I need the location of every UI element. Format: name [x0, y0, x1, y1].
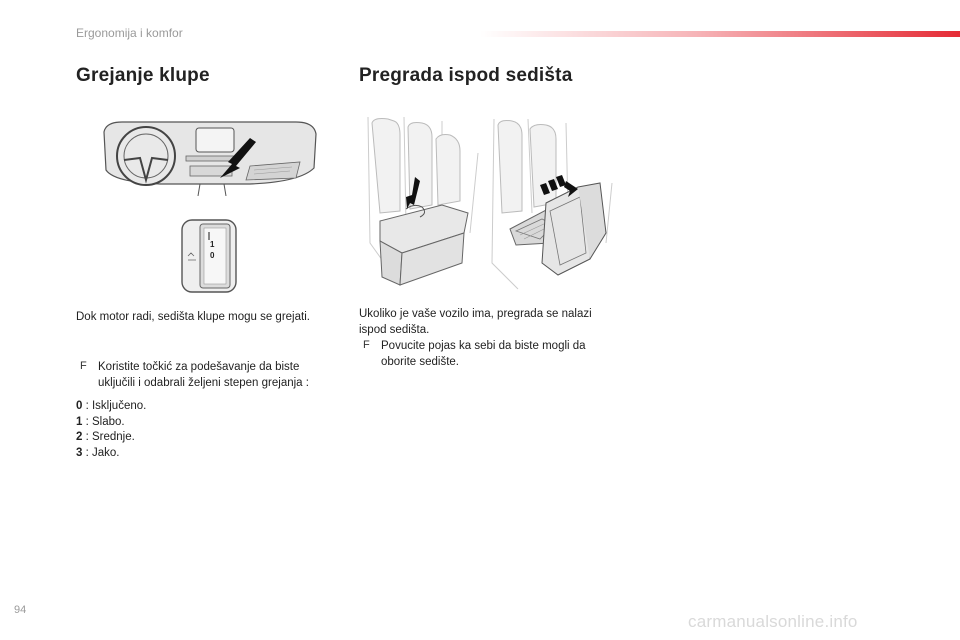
legend-item: 1 : Slabo. — [76, 415, 125, 428]
heating-dial-illustration — [180, 216, 240, 296]
legend-item: 3 : Jako. — [76, 446, 120, 459]
dial-label-1: 1 — [210, 240, 215, 249]
right-bullet-line-2: oborite sedište. — [381, 356, 459, 368]
section-title-under-seat-compartment: Pregrada ispod sedišta — [359, 65, 573, 86]
section-title-seat-heating: Grejanje klupe — [76, 65, 210, 86]
section-header: Ergonomija i komfor — [76, 26, 183, 40]
folded-seat-illustration — [488, 113, 618, 291]
heating-levels-list — [76, 399, 146, 461]
right-intro-line-1: Ukoliko je vaše vozilo ima, pregrada se nalazi — [359, 308, 592, 320]
bullet-marker: F — [80, 360, 87, 372]
dashboard-illustration — [100, 118, 320, 196]
rear-seat-illustration — [360, 113, 485, 291]
bullet-marker: F — [363, 339, 370, 351]
header-accent-bar — [480, 31, 960, 37]
right-intro-line-2: ispod sedišta. — [359, 324, 430, 336]
legend-item: 0 : Isključeno. — [76, 400, 147, 412]
page-number: 94 — [14, 604, 27, 616]
right-bullet-line-1: Povucite pojas ka sebi da biste mogli da — [381, 340, 586, 352]
left-bullet-line-2: uključili i odabrali željeni stepen grejanja : — [98, 377, 309, 389]
dial-label-0: 0 — [210, 251, 215, 260]
left-intro: Dok motor radi, sedišta klupe mogu se grejati. — [76, 311, 310, 323]
legend-item: 2 : Srednje. — [76, 431, 135, 443]
left-bullet-line-1: Koristite točkić za podešavanje da biste — [98, 361, 300, 373]
watermark: carmanualsonline.info — [688, 612, 858, 631]
